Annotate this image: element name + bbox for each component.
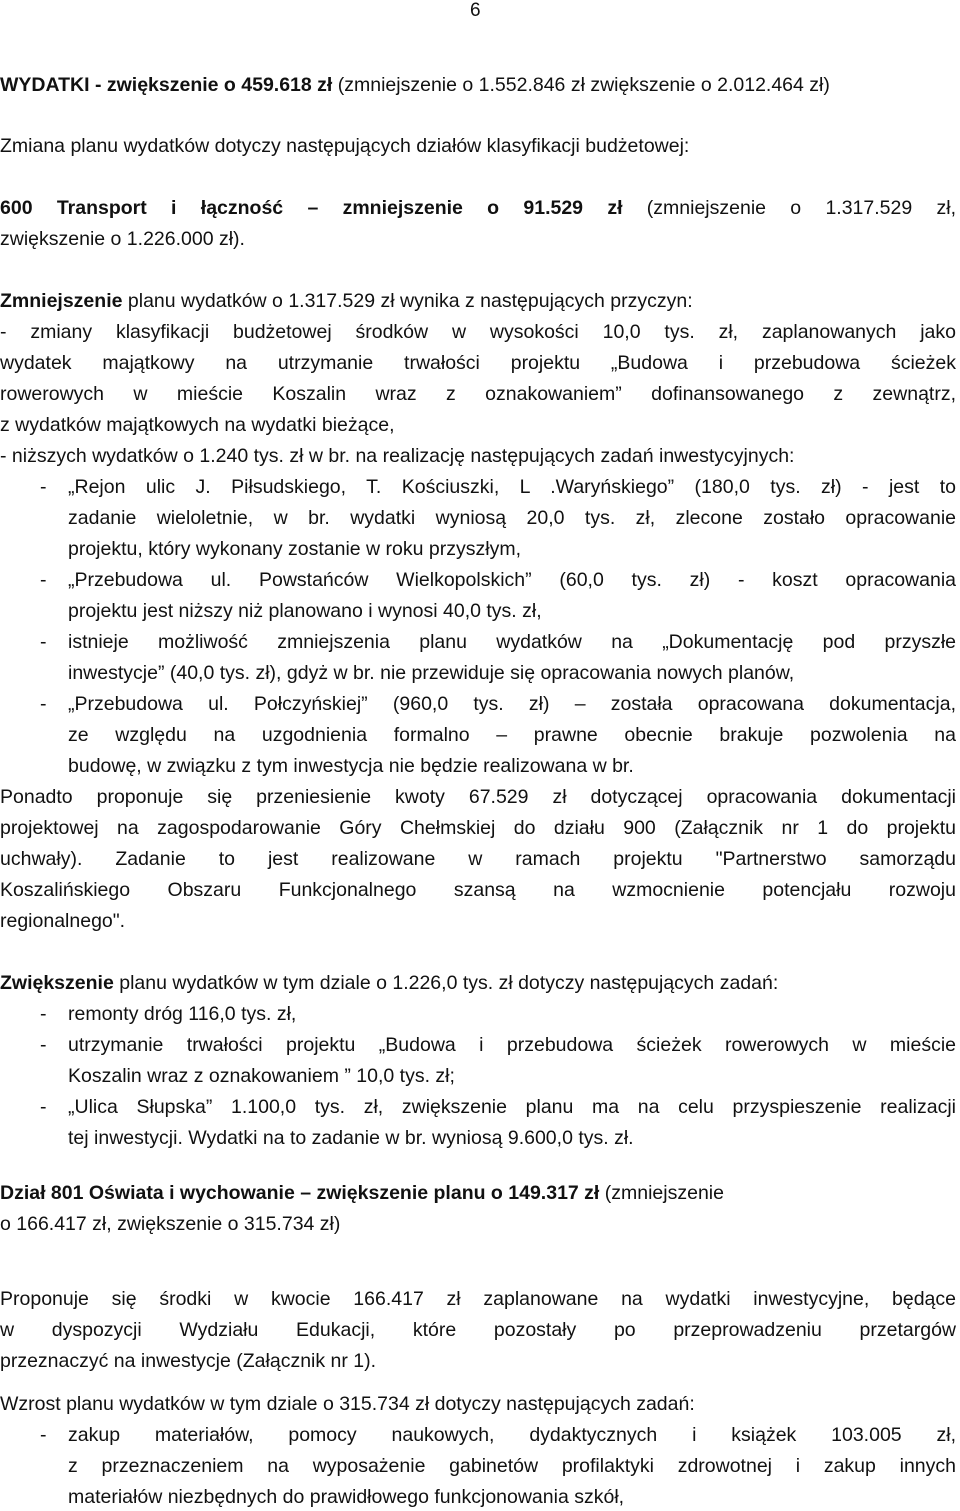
list-item-line: „Ulica Słupska” 1.100,0 tys. zł, zwiększenie planu ma na celu przyspieszenie realizacji [68,1096,956,1118]
zmniejszenie-line [0,289,956,313]
wydatki-intro: Zmiana planu wydatków dotyczy następujących działów klasyfikacji budżetowej: [0,135,690,157]
ponadto-line: uchwały). Zadanie to jest realizowane w ramach projektu "Partnerstwo samorządu [0,848,956,870]
ponadto-line: projektowej na zagospodarowanie Góry Chełmskiej do działu 900 (Załącznik nr 1 do projektu [0,817,956,839]
list-bullet: - [40,1096,47,1118]
list-item-line: inwestycje” (40,0 tys. zł), gdyż w br. nie przewiduje się opracowania nowych planów, [68,662,795,684]
dzial600-heading-line2: zwiększenie o 1.226.000 zł). [0,228,245,250]
list-item-line: projektu, który wykonany zostanie w roku przyszłym, [68,538,521,560]
list-item-line: ze względu na uzgodnienia formalno – prawne obecnie brakuje pozwolenia na [68,724,956,746]
list-bullet: - [40,693,47,715]
zmniejszenie-bold: Zmniejszenie [0,290,123,312]
list-bullet: - [40,631,47,653]
proponuje-line: przeznaczyć na inwestycje (Załącznik nr 1). [0,1350,377,1372]
list-item-line: z przeznaczeniem na wyposażenie gabinetów profilaktyki zdrowotnej i zakup innych [68,1455,956,1477]
zwiekszenie-line [0,971,956,995]
dzial801-heading-line2: o 166.417 zł, zwiększenie o 315.734 zł) [0,1213,341,1235]
dzial801-heading-rest: (zmniejszenie [599,1182,724,1204]
list-item-line: tej inwestycji. Wydatki na to zadanie w br. wyniosą 9.600,0 tys. zł. [68,1127,634,1149]
wydatki-heading [0,73,956,97]
ponadto-line: Koszalińskiego Obszaru Funkcjonalnego szansą na wzmocnienie potencjału rozwoju [0,879,956,901]
list-bullet: - [40,1424,47,1446]
list-item-line: utrzymanie trwałości projektu „Budowa i przebudowa ścieżek rowerowych w mieście [68,1034,956,1056]
list-item-line: projektu jest niższy niż planowano i wynosi 40,0 tys. zł, [68,600,542,622]
zmn-paragraph-line: - niższych wydatków o 1.240 tys. zł w br. na realizację następujących zadań inwestycyjnych: [0,445,795,467]
proponuje-line: w dyspozycji Wydziału Edukacji, które pozostały po przeprowadzeniu przetargów [0,1319,956,1341]
zmn-paragraph-line: wydatek majątkowy na utrzymanie trwałości projektu „Budowa i przebudowa ścieżek [0,352,956,374]
dzial600-heading-rest: (zmniejszenie o 1.317.529 zł, [622,197,956,219]
list-item-line: „Rejon ulic J. Piłsudskiego, T. Kościuszki, L .Waryńskiego” (180,0 tys. zł) - jest to [68,476,956,498]
list-item-line: zadanie wieloletnie, w br. wydatki wyniosą 20,0 tys. zł, zlecone zostało opracowanie [68,507,956,529]
list-item-line: zakup materiałów, pomocy naukowych, dydaktycznych i książek 103.005 zł, [68,1424,956,1446]
list-item-line: istnieje możliwość zmniejszenia planu wydatków na „Dokumentację pod przyszłe [68,631,956,653]
zmn-paragraph-line: - zmiany klasyfikacji budżetowej środków w wysokości 10,0 tys. zł, zaplanowanych jako [0,321,956,343]
list-item-line: materiałów niezbędnych do prawidłowego funkcjonowania szkół, [68,1486,625,1508]
list-item-line: Koszalin wraz z oznakowaniem ” 10,0 tys. zł; [68,1065,455,1087]
zmn-paragraph-line: rowerowych w mieście Koszalin wraz z oznakowaniem” dofinansowanego z zewnątrz, [0,383,956,405]
list-bullet: - [40,1034,47,1056]
list-bullet: - [40,1003,47,1025]
ponadto-line: regionalnego". [0,910,126,932]
list-item-line: budowę, w związku z tym inwestycja nie będzie realizowana w br. [68,755,634,777]
proponuje-line: Proponuje się środki w kwocie 166.417 zł zaplanowane na wydatki inwestycyjne, będące [0,1288,956,1310]
page-number: 6 [470,0,481,21]
dzial600-heading [0,196,956,220]
zmniejszenie-rest: planu wydatków o 1.317.529 zł wynika z następujących przyczyn: [122,290,693,312]
list-bullet: - [40,569,47,591]
dzial801-heading-bold: Dział 801 Oświata i wychowanie – zwiększenie planu o 149.317 zł [0,1182,600,1204]
zwiekszenie-rest: planu wydatków w tym dziale o 1.226,0 tys. zł dotyczy następujących zadań: [113,972,779,994]
list-bullet: - [40,476,47,498]
dzial600-heading-bold: 600 Transport i łączność – zmniejszenie o 91.529 zł [0,197,623,219]
list-item-line: „Przebudowa ul. Połczyńskiej” (960,0 tys. zł) – została opracowana dokumentacja, [68,693,956,715]
wzrost-line: Wzrost planu wydatków w tym dziale o 315.734 zł dotyczy następujących zadań: [0,1393,695,1415]
ponadto-line: Ponadto proponuje się przeniesienie kwoty 67.529 zł dotyczącej opracowania dokumentacji [0,786,956,808]
list-item-line: remonty dróg 116,0 tys. zł, [68,1003,297,1025]
zmn-paragraph-line: z wydatków majątkowych na wydatki bieżące, [0,414,395,436]
wydatki-heading-rest: (zmniejszenie o 1.552.846 zł zwiększenie o 2.012.464 zł) [332,74,830,96]
zwiekszenie-bold: Zwiększenie [0,972,114,994]
dzial801-heading [0,1181,956,1205]
wydatki-heading-bold: WYDATKI - zwiększenie o 459.618 zł [0,74,333,96]
list-item-line: „Przebudowa ul. Powstańców Wielkopolskich” (60,0 tys. zł) - koszt opracowania [68,569,956,591]
